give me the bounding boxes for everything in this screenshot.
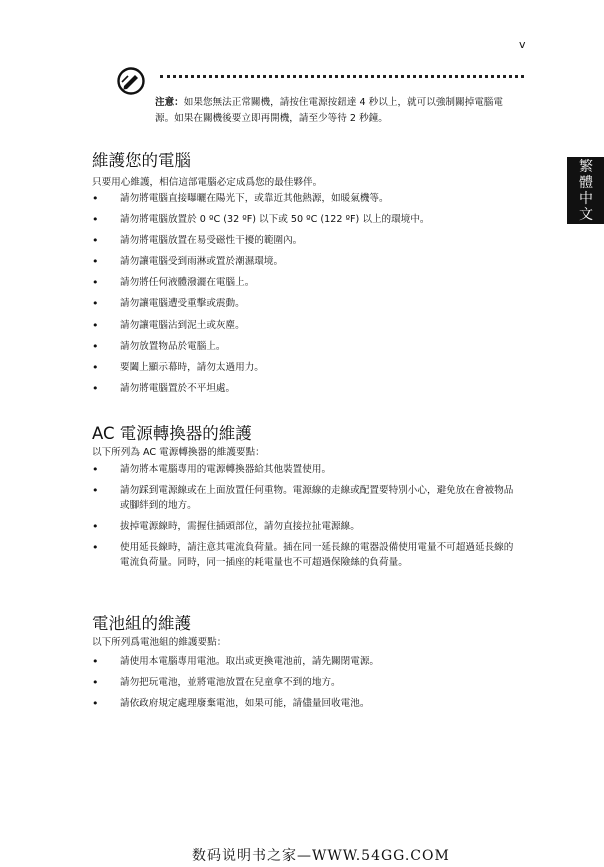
section-heading: 電池組的維護 xyxy=(92,614,191,633)
list-item: • 請依政府規定處理廢棄電池，如果可能，請儘量回收電池。 xyxy=(92,696,532,711)
list-item: • 請勿讓電腦遭受重擊或震動。 xyxy=(92,296,532,311)
side-tab-char: 中 xyxy=(579,191,593,207)
side-tab-char: 文 xyxy=(579,207,593,223)
pencil-note-icon xyxy=(116,66,146,96)
list-item: • 請勿將電腦放置於 0 ºC (32 ºF) 以下或 50 ºC (122 ºF) 以上的環境中。 xyxy=(92,212,532,227)
section-heading: 維護您的電腦 xyxy=(92,151,191,170)
section-intro: 只要用心維護，相信這部電腦必定成爲您的最佳夥伴。 xyxy=(92,177,323,188)
bullet-list xyxy=(92,462,518,570)
list-item: • 請勿把玩電池，並將電池放置在兒童拿不到的地方。 xyxy=(92,675,532,690)
note-dotted-rule xyxy=(160,75,524,78)
list-item: • 請勿將電腦置於不平坦處。 xyxy=(92,381,532,396)
note-block xyxy=(155,95,520,127)
list-item: • 請勿讓電腦沾到泥土或灰塵。 xyxy=(92,318,532,333)
note-label: 注意： xyxy=(155,97,184,108)
list-item: • 請勿讓電腦受到雨淋或置於潮濕環境。 xyxy=(92,254,532,269)
list-item: • 請勿踩到電源線或在上面放置任何重物。電源線的走線或配置要特別小心，避免放在會被物品或腳絆到的地方。 xyxy=(92,483,518,513)
section-intro: 以下所列為 AC 電源轉換器的維護要點： xyxy=(92,447,265,458)
bullet-list xyxy=(92,191,532,396)
page-number: v xyxy=(519,38,526,51)
list-item: • 請勿將任何液體潑灑在電腦上。 xyxy=(92,275,532,290)
section-intro: 以下所列爲電池組的維護要點： xyxy=(92,637,227,648)
list-item: • 拔掉電源線時，需握住插頭部位，請勿直接拉扯電源線。 xyxy=(92,519,518,534)
section-heading: AC 電源轉換器的維護 xyxy=(92,424,252,443)
side-tab-char: 繁 xyxy=(579,159,593,175)
list-item: • 請勿將電腦直接曝曬在陽光下，或靠近其他熱源，如暖氣機等。 xyxy=(92,191,532,206)
list-item: • 請勿放置物品於電腦上。 xyxy=(92,339,532,354)
bullet-list xyxy=(92,654,532,711)
side-tab-char: 體 xyxy=(579,175,593,191)
list-item: • 請勿將本電腦專用的電源轉換器給其他裝置使用。 xyxy=(92,462,518,477)
footer-watermark: 数码说明书之家—WWW.54GG.COM xyxy=(192,848,450,864)
note-text: 如果您無法正常關機，請按住電源按鈕達 4 秒以上，就可以強制關掉電腦電源。如果在關機後要立即再開機，請至少等待 2 秒鐘。 xyxy=(155,97,503,124)
list-item: • 要闔上顯示幕時，請勿太過用力。 xyxy=(92,360,532,375)
list-item: • 請使用本電腦專用電池。取出或更換電池前，請先關閉電源。 xyxy=(92,654,532,669)
language-tab xyxy=(567,157,604,224)
list-item: • 使用延長線時，請注意其電流負荷量。插在同一延長線的電器設備使用電量不可超過延長線的電流負荷量。同時，同一插座的耗電量也不可超過保險絲的負荷量。 xyxy=(92,540,518,570)
list-item: • 請勿將電腦放置在易受磁性干擾的範圍內。 xyxy=(92,233,532,248)
